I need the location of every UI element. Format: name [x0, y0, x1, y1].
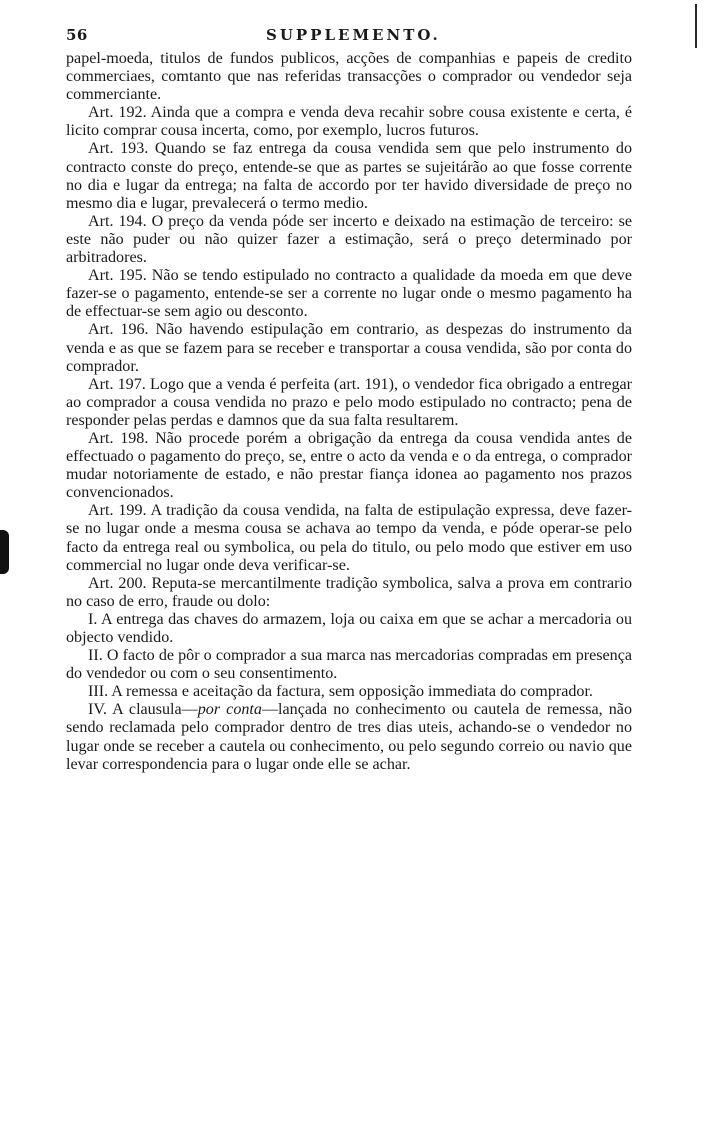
article-200: Art. 200. Reputa-se mercantilmente tradição symbolica, salva a prova em contrario no caso de erro, fraude ou dolo: [66, 574, 632, 610]
running-title: SUPPLEMENTO. [266, 26, 441, 44]
article-199: Art. 199. A tradição da cousa vendida, na falta de estipulação expressa, deve fazer-se no lugar onde a mesma cousa se achava ao tempo da venda, e póde operar-se pelo facto da entrega real ou symbolica, ou pela do titulo, ou pelo modo que estiver em uso commercial no lugar onde deva verificar-se. [66, 502, 632, 574]
article-195: Art. 195. Não se tendo estipulado no contracto a qualidade da moeda em que deve fazer-se o pagamento, entende-se ser a corrente no lugar onde o mesmo pagamento ha de effectuar-se sem agio ou desconto. [66, 267, 632, 321]
article-198: Art. 198. Não procede porém a obrigação da entrega da cousa vendida antes de effectuado o pagamento do preço, se, entre o acto da venda e o da entrega, o comprador mudar notoriamente de estado, e não prestar fiança idonea ao pagamento nos prazos convencionados. [66, 429, 632, 502]
article-194: Art. 194. O preço da venda póde ser incerto e deixado na estimação de terceiro: se este não puder ou não quizer fazer a estimação, será o preço determinado por arbitradores. [66, 212, 632, 267]
article-196: Art. 196. Não havendo estipulação em contrario, as despezas do instrumento da venda e as que se fazem para se receber e transportar a cousa vendida, são por conta do comprador. [66, 321, 632, 375]
article-200-item-ii: II. O facto de pôr o comprador a sua marca nas mercadorias compradas em presença do vendedor ou com o seu consentimento. [66, 647, 632, 683]
body-text [66, 50, 632, 774]
binding-ink-blot [0, 530, 9, 574]
margin-rule [695, 4, 697, 48]
article-193: Art. 193. Quando se faz entrega da cousa vendida sem que pelo instrumento do contracto conste do preço, entende-se que as partes se sujeitárão ao que fosse corrente no dia e lugar da entrega; na falta de accordo por ter havido diversidade de preço no mesmo dia e lugar, prevalecerá o termo medio. [66, 140, 632, 212]
article-200-item-iv [66, 701, 632, 773]
page-header [66, 26, 626, 48]
article-200-item-i: I. A entrega das chaves do armazem, loja ou caixa em que se achar a mercadoria ou objecto vendido. [66, 610, 632, 646]
article-200-item-iii: III. A remessa e aceitação da factura, sem opposição immediata do comprador. [88, 683, 593, 701]
continuation-paragraph: papel-moeda, titulos de fundos publicos, acções de companhias e papeis de credito commerciaes, comtanto que nas referidas transacções o comprador ou vendedor seja commerciante. [66, 50, 632, 104]
item-iv-start: IV. A clausula— [88, 701, 198, 719]
article-197: Art. 197. Logo que a venda é perfeita (art. 191), o vendedor fica obrigado a entregar ao comprador a cousa vendida no prazo e pelo modo estipulado no contracto; pena de responder pelas perdas e damnos que da sua falta resultarem. [66, 375, 632, 429]
item-iv-rest: —lançada no conhecimento ou cautela de remessa, não sendo reclamada pelo comprador dentro de tres dias uteis, achando-se o vendedor no lugar onde se receber a cautela ou conhecimento, ou pelo segundo correio ou navio que levar correspondencia para o lugar onde elle se achar. [66, 701, 632, 773]
page-number: 56 [66, 26, 88, 44]
article-192: Art. 192. Ainda que a compra e venda deva recahir sobre cousa existente e certa, é licito comprar cousa incerta, como, por exemplo, lucros futuros. [66, 104, 632, 140]
item-iv-italic-phrase: por conta [197, 701, 262, 719]
